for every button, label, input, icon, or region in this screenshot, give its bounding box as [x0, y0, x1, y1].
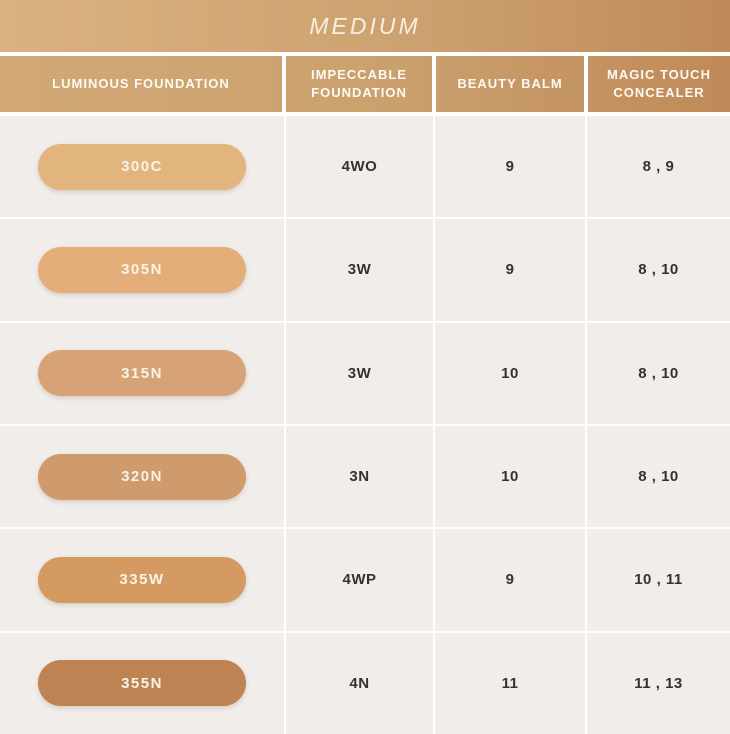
table-cell-concealer: 8 , 9	[587, 116, 730, 217]
shade-swatch	[38, 247, 246, 293]
shade-table	[0, 116, 730, 734]
shade-label: 305N	[121, 261, 163, 279]
table-cell-shade	[0, 633, 284, 734]
shade-label: 320N	[121, 468, 163, 486]
table-cell-concealer: 8 , 10	[587, 323, 730, 424]
table-cell-beauty-balm: 11	[435, 633, 585, 734]
page-title: MEDIUM	[309, 12, 421, 39]
shade-label: 355N	[121, 674, 163, 692]
header-divider	[432, 56, 436, 112]
table-cell-shade	[0, 219, 284, 320]
table-cell-concealer: 10 , 11	[587, 529, 730, 630]
table-cell-impeccable: 3W	[286, 323, 433, 424]
table-cell-beauty-balm: 9	[435, 529, 585, 630]
table-cell-impeccable: 4WP	[286, 529, 433, 630]
table-cell-beauty-balm: 9	[435, 219, 585, 320]
shade-swatch	[38, 350, 246, 396]
table-cell-beauty-balm: 10	[435, 426, 585, 527]
table-cell-shade	[0, 323, 284, 424]
header-divider	[584, 56, 588, 112]
table-cell-beauty-balm: 10	[435, 323, 585, 424]
table-cell-impeccable: 4WO	[286, 116, 433, 217]
table-cell-impeccable: 3W	[286, 219, 433, 320]
column-header-impeccable-foundation: IMPECCABLE FOUNDATION	[311, 67, 407, 100]
shade-label: 315N	[121, 364, 163, 382]
shade-label: 335W	[119, 571, 165, 589]
column-header-luminous-foundation: LUMINOUS FOUNDATION	[52, 76, 230, 92]
shade-swatch	[38, 557, 246, 603]
table-cell-impeccable: 4N	[286, 633, 433, 734]
table-cell-concealer: 11 , 13	[587, 633, 730, 734]
shade-swatch	[38, 144, 246, 190]
table-cell-beauty-balm: 9	[435, 116, 585, 217]
column-header-magic-touch-concealer: MAGIC TOUCH CONCEALER	[607, 67, 711, 100]
shade-label: 300C	[121, 158, 163, 176]
table-cell-concealer: 8 , 10	[587, 426, 730, 527]
table-cell-shade	[0, 426, 284, 527]
header-divider	[282, 56, 286, 112]
table-cell-shade	[0, 529, 284, 630]
shade-category-banner	[0, 0, 730, 52]
table-header-row	[0, 56, 730, 112]
shade-swatch	[38, 660, 246, 706]
column-header-beauty-balm: BEAUTY BALM	[457, 76, 563, 92]
shade-swatch	[38, 454, 246, 500]
table-cell-concealer: 8 , 10	[587, 219, 730, 320]
table-cell-impeccable: 3N	[286, 426, 433, 527]
table-cell-shade	[0, 116, 284, 217]
